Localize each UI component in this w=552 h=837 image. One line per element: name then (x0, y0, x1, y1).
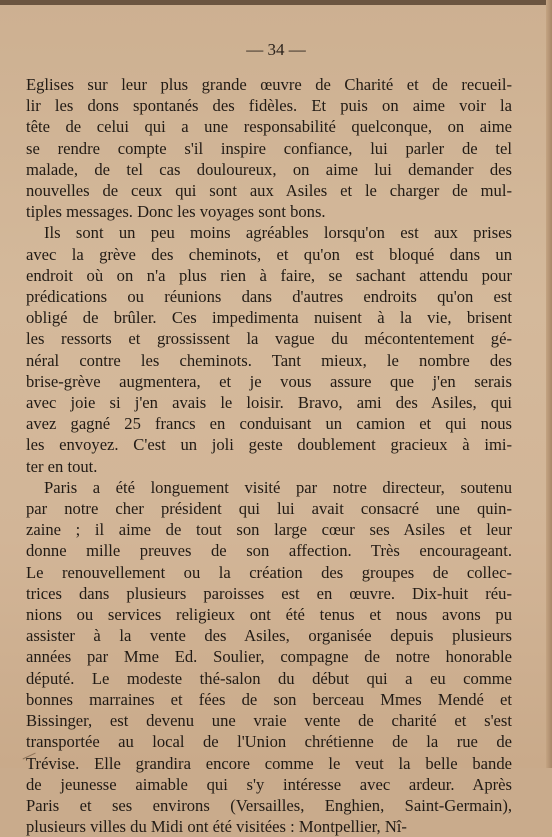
text-line: tiples messages. Donc les voyages sont bons. (26, 202, 326, 222)
text-line: obligé de brûler. Ces impedimenta nuisent à la vie, brisent (26, 308, 512, 328)
text-line: transportée au local de l'Union chrétienne de la rue de (26, 732, 512, 752)
page-number: — 34 — (246, 40, 306, 59)
text-line: Le renouvellement ou la création des groupes de collec- (26, 562, 512, 582)
paragraph (26, 477, 512, 837)
text-line: Eglises sur leur plus grande œuvre de Charité et de recueil- (26, 75, 512, 94)
text-line: néral contre les cheminots. Tant mieux, le nombre des (26, 350, 512, 370)
text-line: par notre cher président qui lui avait consacré une quin- (26, 499, 512, 519)
text-line: nions ou services religieux ont été tenus et nous avons pu (26, 605, 512, 625)
page-top-edge (0, 0, 552, 5)
text-line: les envoyez. C'est un joli geste doublement gracieux à imi- (26, 435, 512, 455)
paragraph (26, 74, 512, 222)
page-right-edge (546, 0, 552, 768)
paragraph (26, 222, 512, 476)
text-line: assister à la vente des Asiles, organisée depuis plusieurs (26, 626, 512, 646)
text-line: Ils sont un peu moins agréables lorsqu'on est aux prises (44, 223, 512, 243)
text-line: avec la grève des cheminots, et qu'on est bloqué dans un (26, 244, 512, 264)
text-line: les ressorts et grossissent la vague du mécontentement gé- (26, 329, 512, 349)
text-line: endroit où on n'a plus rien à faire, se sachant attendu pour (26, 265, 512, 285)
text-line: tête de celui qui a une responsabilité quelconque, on aime (26, 117, 512, 137)
text-line: donne mille preuves de son affection. Très encourageant. (26, 541, 512, 561)
text-line: Bissinger, est devenu une vraie vente de charité et s'est (26, 711, 512, 731)
text-line: avez gagné 25 francs en conduisant un camion et qui nous (26, 414, 512, 434)
text-line: prédications ou réunions dans d'autres endroits qu'on est (26, 287, 512, 307)
text-line: ter en tout. (26, 456, 98, 476)
text-line: de jeunesse aimable qui s'y intéresse avec ardeur. Après (26, 774, 512, 794)
text-line: nouvelles de ceux qui sont aux Asiles et le charger de mul- (26, 181, 512, 201)
body-text (26, 74, 512, 837)
text-line: zaine ; il aime de tout son large cœur ses Asiles et leur (26, 520, 512, 540)
text-line: brise-grève augmentera, et je vous assure que j'en serais (26, 371, 512, 391)
text-line: Paris a été longuement visité par notre directeur, soutenu (44, 477, 512, 497)
text-line: trices dans plusieurs paroisses est en œuvre. Dix-huit réu- (26, 583, 512, 603)
text-line: Trévise. Elle grandira encore comme le veut la belle bande (26, 753, 512, 773)
text-line: lir les dons spontanés des fidèles. Et puis on aime voir la (26, 96, 512, 116)
text-line: bonnes marraines et fées de son berceau Mmes Mendé et (26, 689, 512, 709)
text-line: années par Mme Ed. Soulier, compagne de notre honorable (26, 647, 512, 667)
text-line: Paris et ses environs (Versailles, Enghien, Saint-Germain), (26, 795, 512, 815)
text-line: plusieurs villes du Midi ont été visitées : Montpellier, Nî- (26, 817, 407, 837)
text-line: malade, de tel cas douloureux, on aime lui demander des (26, 159, 512, 179)
text-line: député. Le modeste thé-salon du début qui a eu comme (26, 668, 512, 688)
text-line: avec joie si j'en avais le loisir. Bravo, ami des Asiles, qui (26, 393, 512, 413)
text-line: se rendre compte s'il inspire confiance, lui parler de tel (26, 138, 512, 158)
